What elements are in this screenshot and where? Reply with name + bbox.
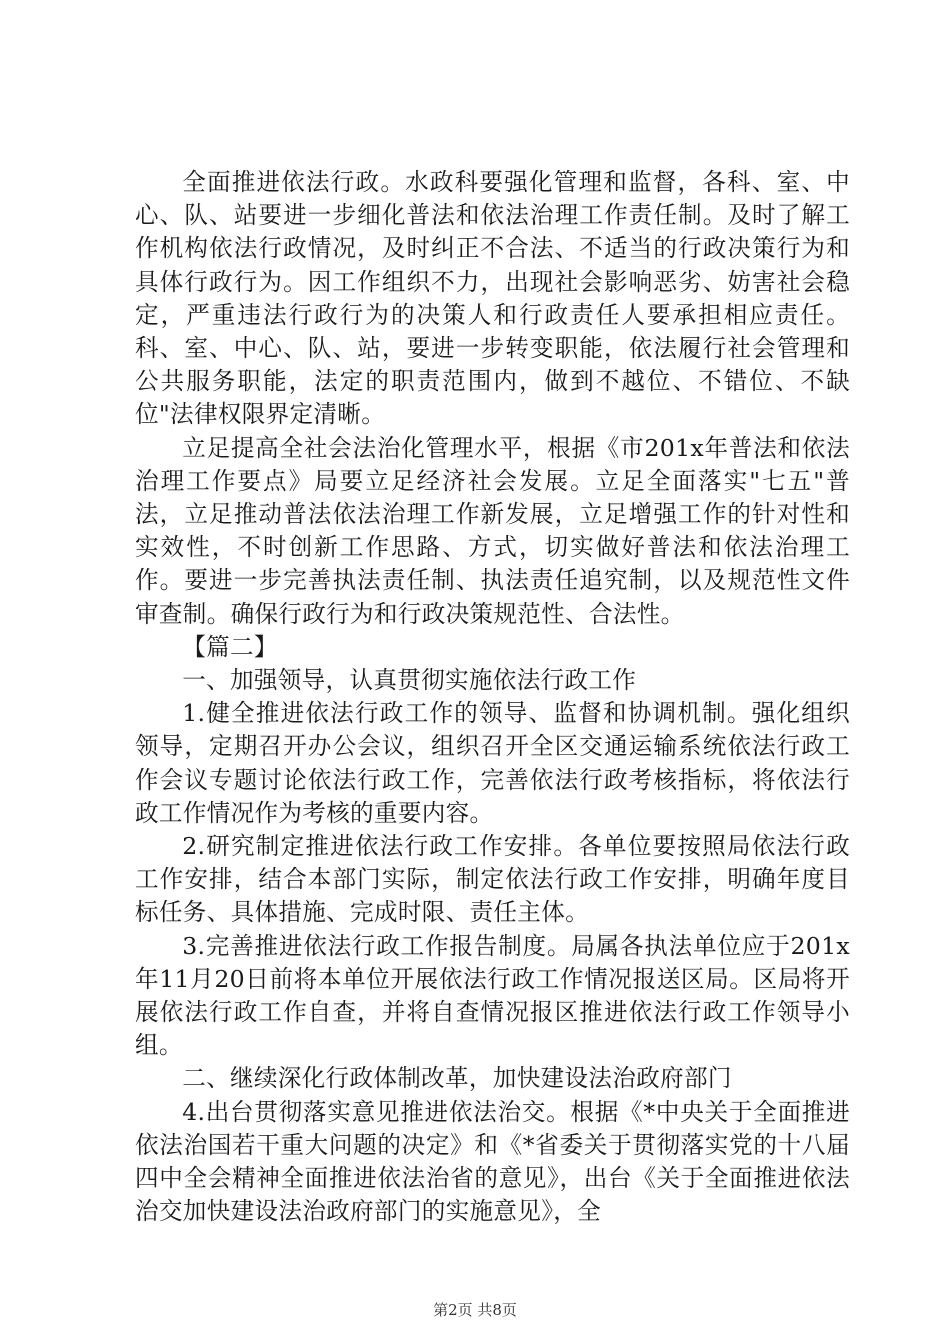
document-body: [135, 166, 850, 1229]
paragraph-item-4: 4.出台贯彻落实意见推进依法治交。根据《*中央关于全面推进依法治国若干重大问题的决定》和《*省委关于贯彻落实党的十八届四中全会精神全面推进依法治省的意见》，出台《关于全面推进依法治交加快建设法治政府部门的实施意见》，全: [135, 1097, 850, 1226]
heading-reform: 二、继续深化行政体制改革，加快建设法治政府部门: [182, 1064, 732, 1093]
paragraph-item-1: 1.健全推进依法行政工作的领导、监督和协调机制。强化组织领导，定期召开办公会议，组织召开全区交通运输系统依法行政工作会议专题讨论依法行政工作，完善依法行政考核指标，将依法行政工作情况作为考核的重要内容。: [135, 699, 850, 827]
page-footer: 第2页 共8页: [433, 1301, 517, 1319]
paragraph-administration: 全面推进依法行政。水政科要强化管理和监督，各科、室、中心、队、站要进一步细化普法和依法治理工作责任制。及时了解工作机构依法行政情况，及时纠正不合法、不适当的行政决策行为和具体行政行为。因工作组织不力，出现社会影响恶劣、妨害社会稳定，严重违法行政行为的决策人和行政责任人要承担相应责任。科、室、中心、队、站，要进一步转变职能，依法履行社会管理和公共服务职能，法定的职责范围内，做到不越位、不错位、不缺位"法律权限界定清晰。: [135, 168, 850, 429]
paragraph-item-2: 2.研究制定推进依法行政工作安排。各单位要按照局依法行政工作安排，结合本部门实际，制定依法行政工作安排，明确年度目标任务、具体措施、完成时限、责任主体。: [135, 832, 850, 927]
paragraph-rule-of-law-level: 立足提高全社会法治化管理水平，根据《市201x年普法和依法治理工作要点》局要立足经济社会发展。立足全面落实"七五"普法，立足推动普法依法治理工作新发展，立足增强工作的针对性和实效性，不时创新工作思路、方式，切实做好普法和依法治理工作。要进一步完善执法责任制、执法责任追究制，以及规范性文件审查制。确保行政行为和行政决策规范性、合法性。: [135, 433, 850, 628]
heading-leadership: 一、加强领导，认真贯彻实施依法行政工作: [182, 666, 637, 695]
section-heading-part-two: 【篇二】: [182, 632, 278, 661]
paragraph-item-3: 3.完善推进依法行政工作报告制度。局属各执法单位应于201x年11月20日前将本单位开展依法行政工作情况报送区局。区局将开展依法行政工作自查，并将自查情况报区推进依法行政工作领导小组。: [135, 931, 850, 1060]
